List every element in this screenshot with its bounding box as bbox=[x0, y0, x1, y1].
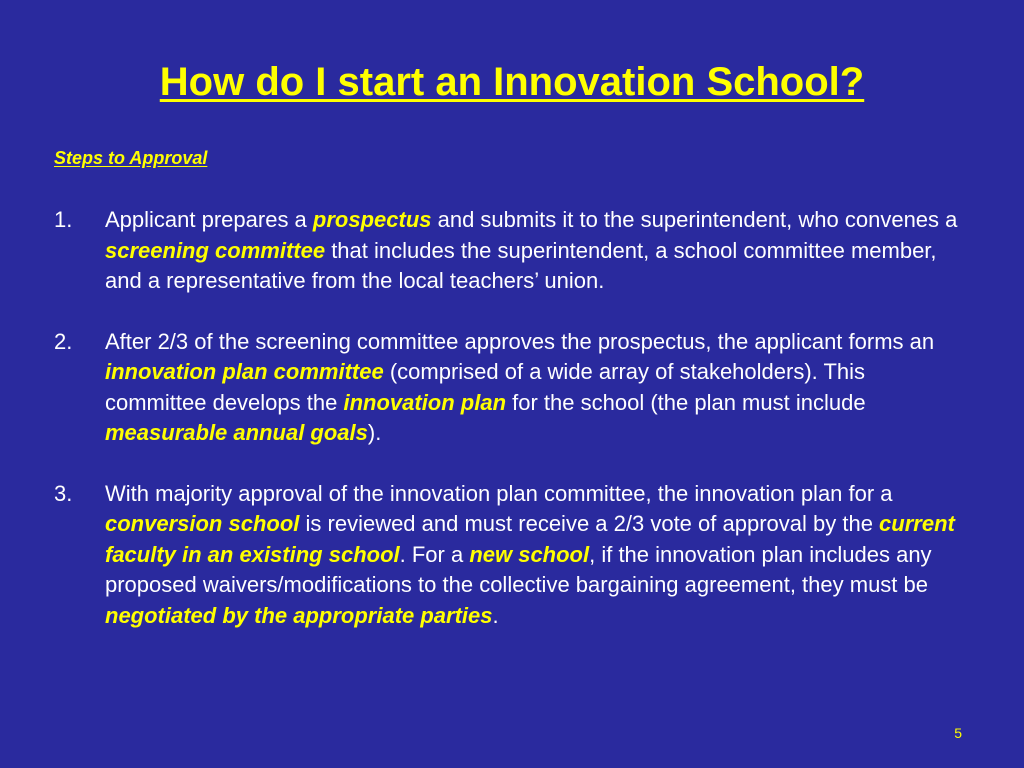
step-text: ). bbox=[367, 420, 382, 445]
step-number: 1. bbox=[54, 207, 73, 232]
step-text: . bbox=[492, 602, 499, 628]
step-text: is reviewed and must receive a 2/3 vote of approval by the bbox=[299, 511, 880, 536]
step-number: 2. bbox=[54, 328, 73, 354]
slide-title: How do I start an Innovation School? bbox=[159, 60, 865, 104]
step-text: . For a bbox=[399, 541, 470, 567]
step-highlight: innovation plan committee bbox=[105, 359, 384, 384]
step-text: After 2/3 of the screening committee approves the prospectus, the applicant forms an bbox=[105, 328, 935, 354]
step-text: that includes the superintendent, a school committee member, and a representative from the local teachers’ union. bbox=[105, 237, 937, 293]
steps-list bbox=[54, 205, 964, 661]
step-text: Applicant prepares a bbox=[105, 207, 313, 232]
step-text: , if the innovation plan includes any proposed waivers/modifications to the collective bargaining agreement, they must be bbox=[105, 541, 932, 597]
step-text: for the school (the plan must include bbox=[506, 389, 866, 415]
step-highlight: innovation plan bbox=[343, 389, 507, 415]
step-highlight: screening committee bbox=[105, 237, 326, 263]
step-highlight: current faculty in an existing school bbox=[105, 511, 955, 567]
step-highlight: new school bbox=[469, 541, 590, 567]
step-highlight: conversion school bbox=[105, 511, 300, 536]
step-highlight: measurable annual goals bbox=[105, 420, 368, 445]
step-number: 3. bbox=[54, 480, 73, 506]
step-text: With majority approval of the innovation plan committee, the innovation plan for a bbox=[105, 480, 893, 506]
section-subtitle: Steps to Approval bbox=[54, 148, 208, 168]
step-highlight: prospectus bbox=[312, 207, 432, 232]
step-text: (comprised of a wide array of stakeholders). This committee develops the bbox=[105, 359, 866, 415]
step-1 bbox=[54, 205, 964, 297]
step-3 bbox=[54, 479, 964, 632]
step-2 bbox=[54, 327, 964, 449]
page-number: 5 bbox=[954, 725, 962, 741]
step-text: and submits it to the superintendent, who convenes a bbox=[431, 207, 958, 232]
step-highlight: negotiated by the appropriate parties bbox=[105, 602, 493, 628]
